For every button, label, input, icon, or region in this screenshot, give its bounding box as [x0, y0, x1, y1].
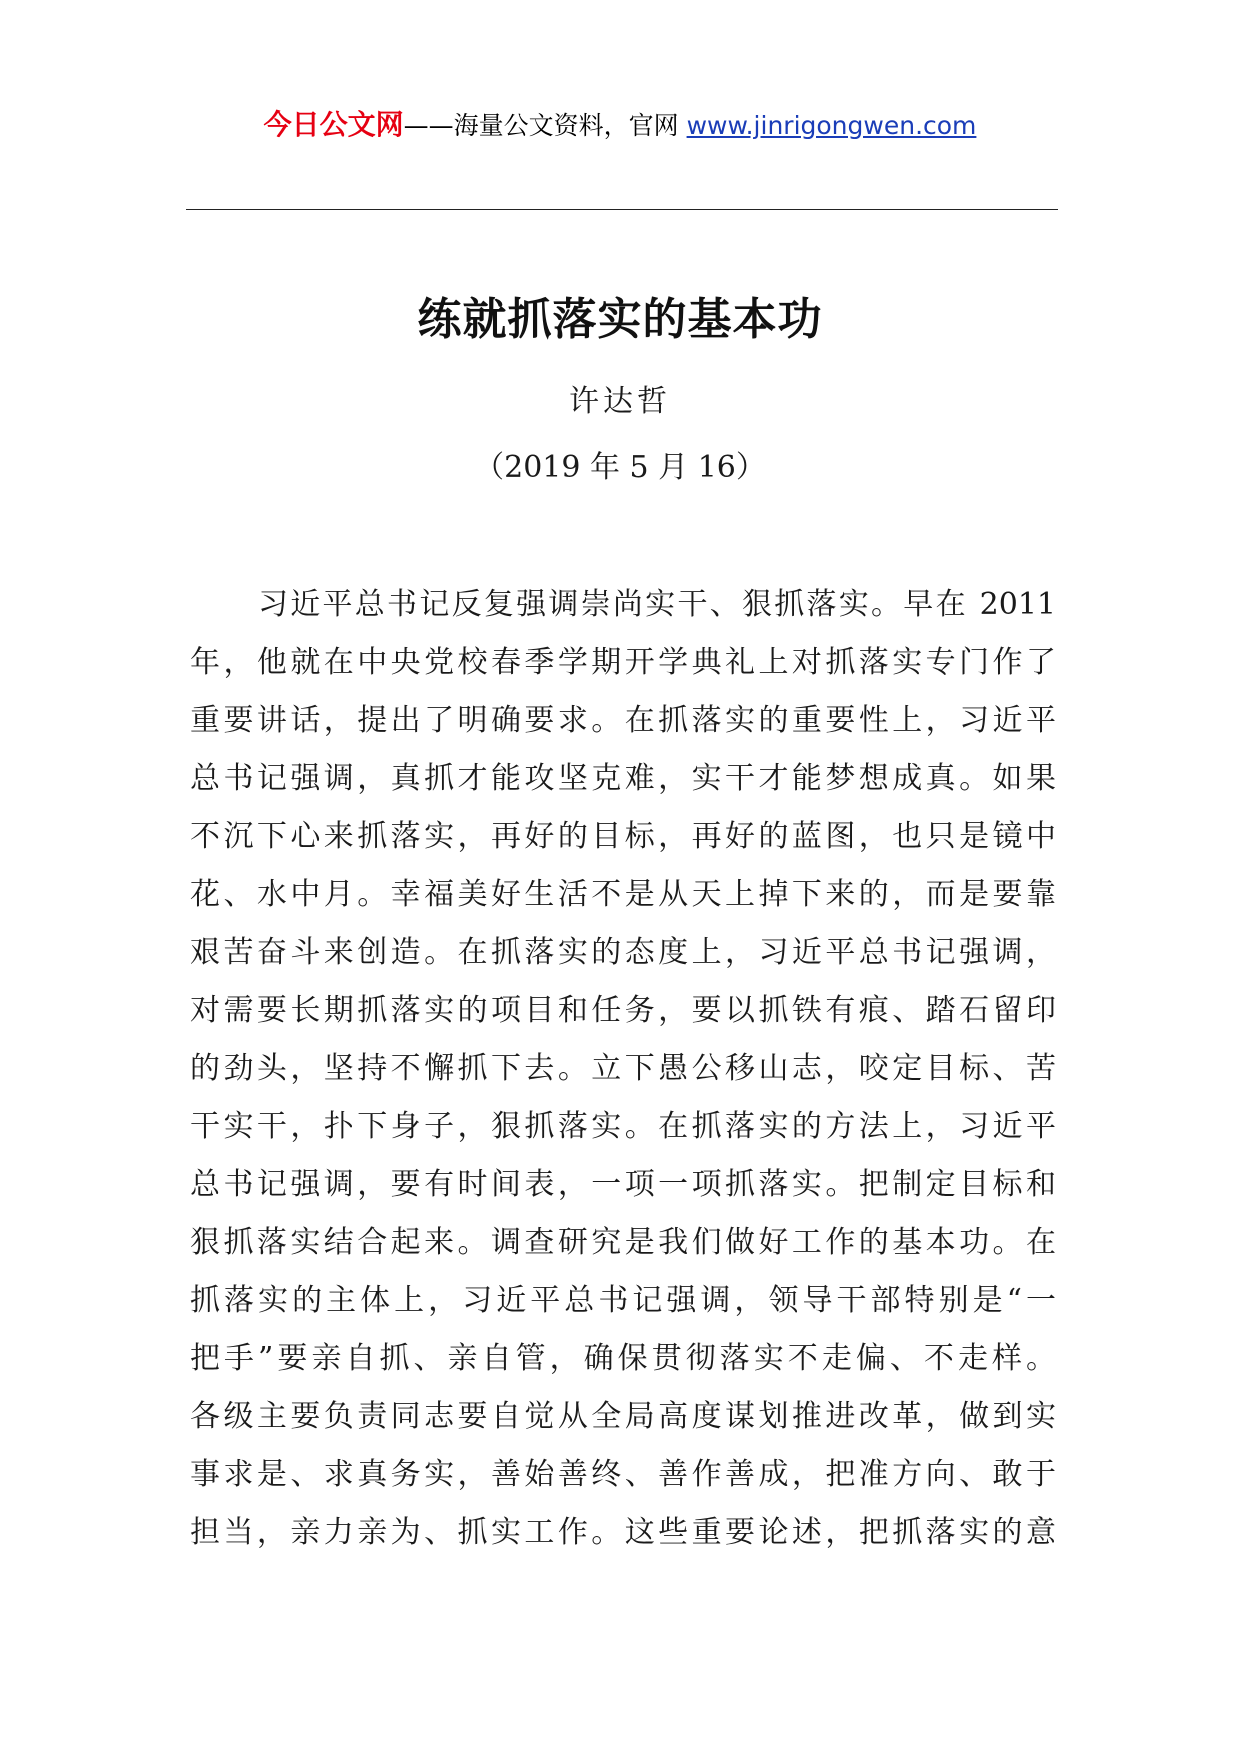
document-date: （2019 年 5 月 16） — [474, 450, 766, 485]
document-body — [190, 576, 1056, 1562]
header-tagline: 海量公文资料，官网 — [453, 111, 687, 140]
body-line: 总书记强调，真抓才能攻坚克难，实干才能梦想成真。如果 — [190, 761, 1056, 796]
body-line: 把手”要亲自抓、亲自管，确保贯彻落实不走偏、不走样。 — [190, 1341, 1056, 1376]
body-line: 重要讲话，提出了明确要求。在抓落实的重要性上，习近平 — [190, 703, 1056, 738]
body-line: 抓落实的主体上，习近平总书记强调，领导干部特别是“一 — [190, 1283, 1056, 1318]
site-url-link[interactable]: www.jinrigongwen.com — [686, 111, 977, 140]
body-line: 总书记强调，要有时间表，一项一项抓落实。把制定目标和 — [190, 1167, 1056, 1202]
body-line: 对需要长期抓落实的项目和任务，要以抓铁有痕、踏石留印 — [190, 993, 1056, 1028]
body-line: 担当，亲力亲为、抓实工作。这些重要论述，把抓落实的意 — [190, 1515, 1056, 1550]
body-line: 狠抓落实结合起来。调查研究是我们做好工作的基本功。在 — [190, 1225, 1056, 1260]
document-author: 许达哲 — [569, 384, 671, 419]
body-line: 事求是、求真务实，善始善终、善作善成，把准方向、敢于 — [190, 1457, 1056, 1492]
body-line: 习近平总书记反复强调崇尚实干、狠抓落实。早在 2011 — [258, 587, 1056, 622]
header-dash: —— — [403, 111, 454, 140]
body-line: 的劲头，坚持不懈抓下去。立下愚公移山志，咬定目标、苦 — [190, 1051, 1056, 1086]
site-brand[interactable]: 今日公文网 — [263, 108, 404, 141]
site-header — [0, 108, 1240, 143]
body-line: 年，他就在中央党校春季学期开学典礼上对抓落实专门作了 — [190, 645, 1056, 680]
body-line: 花、水中月。幸福美好生活不是从天上掉下来的，而是要靠 — [190, 877, 1056, 912]
body-line: 干实干，扑下身子，狠抓落实。在抓落实的方法上，习近平 — [190, 1109, 1056, 1144]
body-line: 艰苦奋斗来创造。在抓落实的态度上，习近平总书记强调， — [190, 935, 1056, 970]
body-line: 各级主要负责同志要自觉从全局高度谋划推进改革，做到实 — [190, 1399, 1056, 1434]
header-divider — [186, 209, 1058, 210]
document-title: 练就抓落实的基本功 — [417, 294, 823, 345]
body-line: 不沉下心来抓落实，再好的目标，再好的蓝图，也只是镜中 — [190, 819, 1056, 854]
